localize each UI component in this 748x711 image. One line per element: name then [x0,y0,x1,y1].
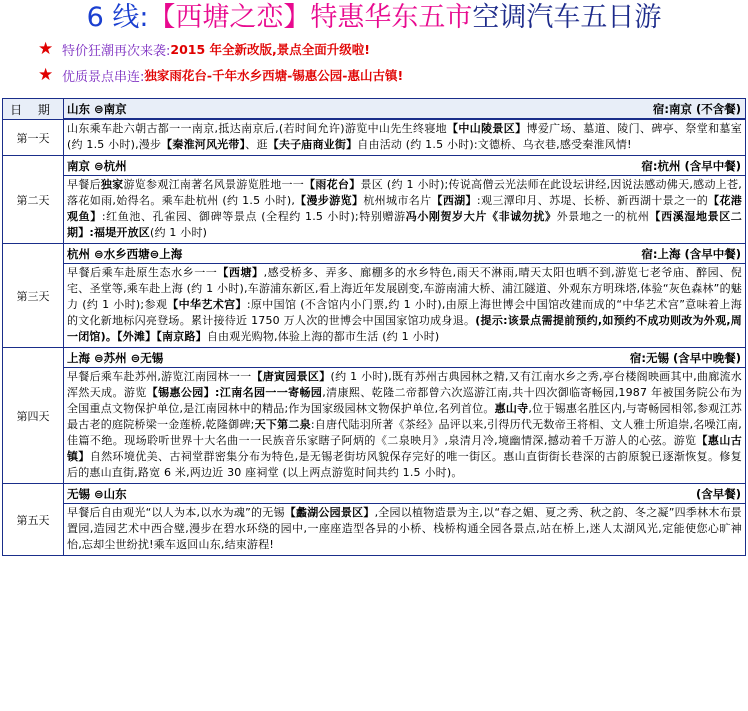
description-text: 早餐后 [67,178,101,191]
stay-text: 宿:无锡 (含早中晚餐) [629,350,741,365]
title-tour-type: 空调汽车五日游 [472,2,662,33]
description-text: ,位于锡惠名胜区内,与寄畅园相邻,参观江苏最古老的庭院桥梁一金莲桥,乾隆御碑; [67,402,742,431]
description-text: 早餐后乘车赴原生态水乡一一 [67,266,218,279]
description-text: 杭州城市名片 [363,194,432,207]
day-label [3,484,64,556]
description-text: 、逛 [245,138,268,151]
day-row [3,484,746,556]
description-text: 山东乘车赴六朝古都一一南京,抵达南京后,(若时间允许)游览中山先生终寝地 [67,122,448,135]
day-name: 第三天 [16,289,50,303]
day-row [3,244,746,348]
highlight-text: 【惠山古镇】 [67,434,742,463]
highlight-label: 优质景点串连: [62,69,145,85]
description-text: 景区 (约 1 小时);传说高僧云光法师在此设坛讲经,因说法感动佛天,感动上苍,落花如雨,始得名。乘车赴杭州 (约 1.5 小时), [67,178,743,207]
description-text: 外景地之一的杭州 [556,210,650,223]
day-description [64,176,745,243]
star-icon: ★ [38,39,54,59]
route-text: 山东 ⊜南京 [67,101,127,116]
highlight-text: 【西溪湿地景区二期】:福堤开放区 [67,210,742,239]
description-text: ,清康熙、乾隆二帝都曾六次巡游江南,共十四次御临寄畅园,1987 年被国务院公布为全国重点文物保护单位,是江南园林中的精品;作为国家级园林文物保护单位,名列首位。 [67,386,742,415]
highlight-text: 【秦淮河风光带】 [161,138,246,151]
description-text: :观三潭印月、苏堤、长桥、新西湖十景之一的 [476,194,709,207]
highlight-text: 【唐寅园景区】 [251,370,331,383]
highlight-text: 冯小刚贺岁大片《非诚勿扰》 [405,210,557,223]
highlight-text: 【蠡湖公园景区】 [284,506,375,519]
day-row [3,348,746,484]
route-text: 无锡 ⊜山东 [67,486,127,501]
day-description [64,120,745,155]
highlight-text: 【夫子庙商业街】 [267,138,358,151]
route-text: 南京 ⊜杭州 [67,158,127,173]
description-text: (约 1 小时) [150,226,208,239]
description-text: ,感受桥多、弄多、廊棚多的水乡特色,雨天不淋雨,晴天太阳也晒不到,游览七老爷庙、醉园、倪宅、圣堂等,乘车赴上海 (约 1 小时),车游浦东新区,看上海近年发展剧变,车游南浦大桥、浦江隧道、外观东方明珠塔,体验“灰色森林”的魅力 (约 1 小时);参观 [67,266,742,311]
highlight-text: 【中山陵景区】 [447,122,527,135]
day-label [3,120,64,156]
route-header [64,99,745,119]
day-label [3,156,64,244]
day-row [3,156,746,244]
route-text: 杭州 ⊜水乡西塘⊜上海 [67,246,183,261]
stay-text: (含早餐) [695,486,741,501]
description-text: :原中国馆 (不含馆内小门票,约 1 小时),由原上海世博会中国馆改建而成的“中华艺术宫”意味着上海的文化新地标闪亮登场。累计接待近 1750 万人次的世博会中国国家馆功成身退。 [67,298,742,327]
description-text: 自由观光购物,体验上海的都市生活 (约 1 小时) [206,330,440,343]
highlight-text: (提示:该景点需提前预约,如预约不成功则改为外观,周一闭馆)。【外滩】【南京路】 [67,314,742,343]
description-text: 博爱广场、墓道、陵门、碑亭、祭堂和墓室 (约 1.5 小时),漫步 [67,122,742,151]
day-content [64,348,746,484]
description-text: 自由活动 (约 1.5 小时):文德桥、乌衣巷,感受秦淮风情! [357,138,632,151]
title-promo: 特惠华东五市 [310,2,473,33]
day-content [64,156,746,244]
day-description [64,504,745,555]
stay-text: 宿:上海 (含早中餐) [641,246,741,261]
day-label [3,348,64,484]
highlight-value: 独家雨花台-千年水乡西塘-锡惠公园-惠山古镇! [144,68,404,83]
highlight-text: 【雨花台】 [304,178,361,191]
description-text: 早餐后自由观光“以人为本,以水为魂”的无锡 [67,506,285,519]
description-text: :自唐代陆羽所著《茶经》品评以来,引得历代无数帝王将相、文人雅士所追崇,名噪江南,佳篇不绝。现场聆听世界十大名曲一一民族音乐家瞎子阿炳的《二泉映月》,泉清月冷,境幽情深,撼动着千万游人的心弦。游览 [67,418,742,447]
day-name: 第一天 [16,131,50,145]
title-line-number: 6 线: [86,2,149,33]
highlight-text: 【中华艺术宫】 [167,298,247,311]
day-row [3,120,746,156]
highlight-label: 特价狂潮再次来袭: [62,43,171,59]
day-name: 第五天 [16,513,50,527]
day-description [64,264,745,347]
highlight-text: 【锡惠公园】:江南名园一一寄畅园 [146,386,323,399]
highlight-row [0,36,748,62]
title-tour-name: 【西塘之恋】 [148,2,311,33]
day-content [64,120,746,156]
highlight-row [0,62,748,88]
description-text: 自然环境优美、古祠堂群密集分布为特色,是无锡老街坊风貌保存完好的唯一街区。惠山直街街长巷深的古韵原貌已逐渐恢复。修复后的惠山直街,路宽 6 米,两边近 30 座祠堂 (以上两点游览时间共约 1.5 小时)。 [67,450,743,479]
description-text: 早餐后乘车赴苏州,游览江南园林一一 [67,370,252,383]
first-route-cell [64,99,746,120]
day-content [64,244,746,348]
day-description [64,368,745,483]
route-header [64,244,745,264]
highlight-text: 天下第二泉 [254,418,311,431]
star-icon: ★ [38,65,54,85]
stay-text: 宿:杭州 (含早中餐) [641,158,741,173]
description-text: 游览参观江南著名风景游览胜地一一 [123,178,305,191]
description-text: :红鱼池、孔雀园、御碑等景点 (全程约 1.5 小时);特别赠游 [101,210,406,223]
route-text: 上海 ⊜苏州 ⊜无锡 [67,350,164,365]
day-name: 第二天 [16,193,50,207]
route-header [64,348,745,368]
highlight-text: 【西湖】 [431,194,477,207]
highlight-value: 2015 年全新改版,景点全面升级啦! [170,42,370,57]
description-text: (约 1 小时),既有苏州古典园林之精,又有江南水乡之秀,亭台楼阁映画其中,曲廊流水浑然天成。游览 [67,370,742,399]
day-label [3,244,64,348]
description-text: ,全园以植物造景为主,以“春之媚、夏之秀、秋之韵、冬之凝”四季林木布景置园,造园艺术中西合璧,漫步在碧水环绕的园中,一座座造型各异的小桥、栈桥构通全园各景点,站在桥上,迷人太湖风光,定能使您心旷神怡,忘却尘世纷扰!乘车返回山东,结束游程! [67,506,742,551]
highlight-text: 独家 [100,178,124,191]
highlight-text: 惠山寺 [494,402,529,415]
highlight-text: 【花港观鱼】 [67,194,743,223]
date-column-header: 日 期 [3,99,64,120]
table-header-row [3,99,746,120]
day-name: 第四天 [16,409,50,423]
highlight-text: 【漫步游览】 [295,194,364,207]
page-title [0,0,748,36]
highlight-text: 【西塘】 [217,266,264,279]
route-header [64,156,745,176]
route-header [64,484,745,504]
day-content [64,484,746,556]
itinerary-table [2,98,746,556]
stay-text: 宿:南京 (不含餐) [652,101,741,116]
